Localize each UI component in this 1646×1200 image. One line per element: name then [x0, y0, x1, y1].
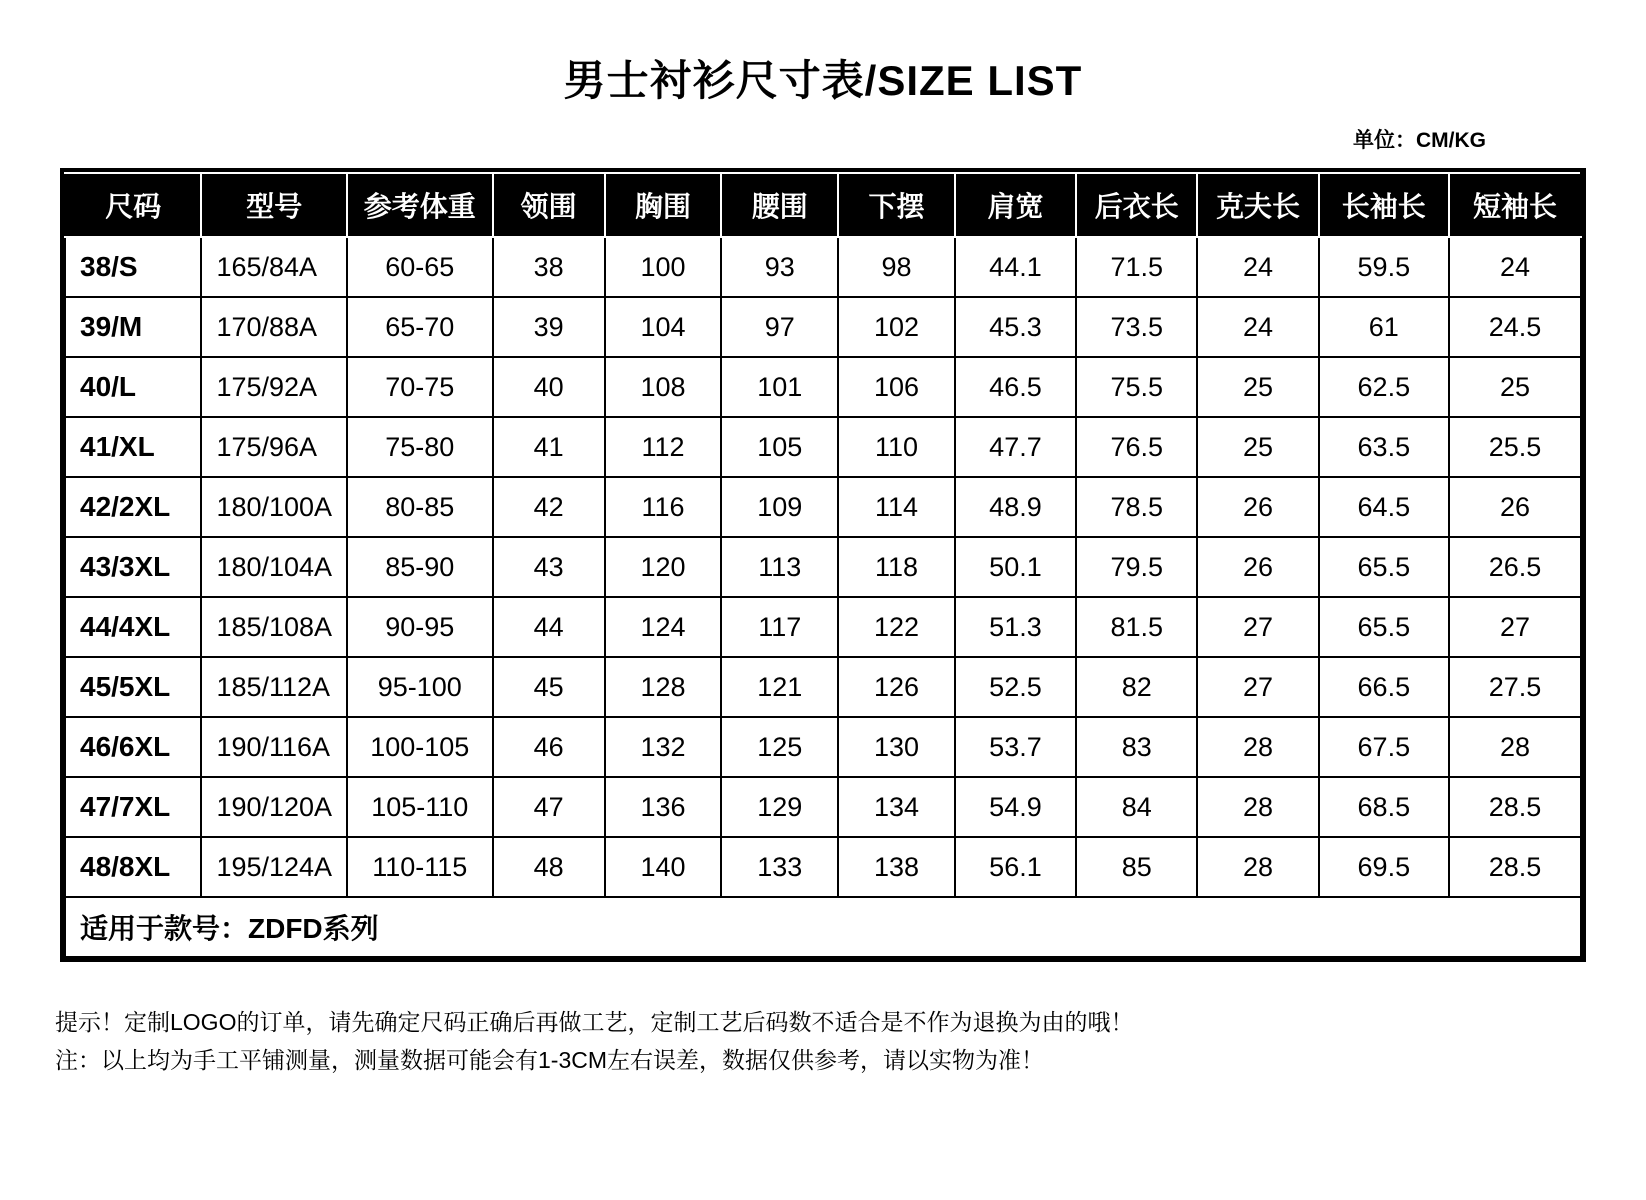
- cell-short-sleeve: 26: [1449, 477, 1581, 537]
- cell-size: 40/L: [65, 357, 201, 417]
- cell-chest: 116: [605, 477, 722, 537]
- cell-shoulder: 45.3: [955, 297, 1076, 357]
- cell-model: 180/104A: [201, 537, 347, 597]
- cell-cuff-length: 28: [1197, 777, 1318, 837]
- cell-waist: 109: [721, 477, 838, 537]
- cell-back-length: 78.5: [1076, 477, 1197, 537]
- cell-collar: 40: [493, 357, 605, 417]
- cell-back-length: 76.5: [1076, 417, 1197, 477]
- cell-shoulder: 46.5: [955, 357, 1076, 417]
- cell-waist: 101: [721, 357, 838, 417]
- cell-short-sleeve: 25: [1449, 357, 1581, 417]
- cell-weight: 85-90: [347, 537, 493, 597]
- cell-size: 45/5XL: [65, 657, 201, 717]
- cell-hem: 118: [838, 537, 955, 597]
- cell-long-sleeve: 64.5: [1319, 477, 1449, 537]
- cell-short-sleeve: 24.5: [1449, 297, 1581, 357]
- cell-collar: 39: [493, 297, 605, 357]
- cell-hem: 122: [838, 597, 955, 657]
- cell-waist: 133: [721, 837, 838, 897]
- column-header-short-sleeve: 短袖长: [1449, 173, 1581, 237]
- cell-chest: 136: [605, 777, 722, 837]
- cell-cuff-length: 25: [1197, 357, 1318, 417]
- cell-waist: 113: [721, 537, 838, 597]
- column-header-collar: 领围: [493, 173, 605, 237]
- cell-short-sleeve: 28: [1449, 717, 1581, 777]
- table-header-row: [65, 173, 1581, 237]
- table-row: [65, 537, 1581, 597]
- cell-back-length: 82: [1076, 657, 1197, 717]
- cell-size: 44/4XL: [65, 597, 201, 657]
- cell-model: 190/120A: [201, 777, 347, 837]
- table-row: [65, 357, 1581, 417]
- cell-long-sleeve: 67.5: [1319, 717, 1449, 777]
- column-header-reference-weight: 参考体重: [347, 173, 493, 237]
- cell-chest: 124: [605, 597, 722, 657]
- cell-collar: 45: [493, 657, 605, 717]
- cell-long-sleeve: 69.5: [1319, 837, 1449, 897]
- table-body: [65, 237, 1581, 957]
- cell-long-sleeve: 65.5: [1319, 597, 1449, 657]
- cell-waist: 125: [721, 717, 838, 777]
- cell-cuff-length: 26: [1197, 477, 1318, 537]
- cell-weight: 65-70: [347, 297, 493, 357]
- cell-weight: 75-80: [347, 417, 493, 477]
- cell-waist: 117: [721, 597, 838, 657]
- table-row: [65, 597, 1581, 657]
- cell-model: 185/112A: [201, 657, 347, 717]
- cell-size: 41/XL: [65, 417, 201, 477]
- cell-collar: 38: [493, 237, 605, 297]
- column-header-size: 尺码: [65, 173, 201, 237]
- cell-shoulder: 51.3: [955, 597, 1076, 657]
- cell-collar: 48: [493, 837, 605, 897]
- size-table: [64, 172, 1582, 958]
- cell-waist: 121: [721, 657, 838, 717]
- column-header-shoulder: 肩宽: [955, 173, 1076, 237]
- cell-waist: 129: [721, 777, 838, 837]
- cell-short-sleeve: 28.5: [1449, 837, 1581, 897]
- cell-model: 175/96A: [201, 417, 347, 477]
- cell-short-sleeve: 28.5: [1449, 777, 1581, 837]
- cell-back-length: 75.5: [1076, 357, 1197, 417]
- cell-collar: 46: [493, 717, 605, 777]
- cell-collar: 41: [493, 417, 605, 477]
- cell-collar: 44: [493, 597, 605, 657]
- cell-chest: 120: [605, 537, 722, 597]
- cell-weight: 80-85: [347, 477, 493, 537]
- cell-weight: 95-100: [347, 657, 493, 717]
- table-header: [65, 173, 1581, 237]
- column-header-model: 型号: [201, 173, 347, 237]
- cell-size: 43/3XL: [65, 537, 201, 597]
- cell-long-sleeve: 62.5: [1319, 357, 1449, 417]
- table-row: [65, 717, 1581, 777]
- cell-short-sleeve: 27: [1449, 597, 1581, 657]
- cell-shoulder: 56.1: [955, 837, 1076, 897]
- cell-cuff-length: 28: [1197, 837, 1318, 897]
- cell-back-length: 84: [1076, 777, 1197, 837]
- cell-collar: 42: [493, 477, 605, 537]
- table-footer-row: [65, 897, 1581, 957]
- unit-label: 单位：CM/KG: [1353, 129, 1486, 153]
- column-header-long-sleeve: 长袖长: [1319, 173, 1449, 237]
- cell-hem: 138: [838, 837, 955, 897]
- cell-size: 48/8XL: [65, 837, 201, 897]
- note-measurement-tolerance: 注：以上均为手工平铺测量，测量数据可能会有1-3CM左右误差，数据仅供参考，请以实物为准！: [55, 1046, 1045, 1073]
- table-row: [65, 237, 1581, 297]
- cell-short-sleeve: 27.5: [1449, 657, 1581, 717]
- cell-back-length: 81.5: [1076, 597, 1197, 657]
- cell-short-sleeve: 25.5: [1449, 417, 1581, 477]
- cell-size: 47/7XL: [65, 777, 201, 837]
- cell-cuff-length: 24: [1197, 237, 1318, 297]
- cell-back-length: 85: [1076, 837, 1197, 897]
- table-row: [65, 477, 1581, 537]
- cell-cuff-length: 27: [1197, 597, 1318, 657]
- cell-shoulder: 50.1: [955, 537, 1076, 597]
- cell-size: 38/S: [65, 237, 201, 297]
- cell-short-sleeve: 24: [1449, 237, 1581, 297]
- cell-cuff-length: 24: [1197, 297, 1318, 357]
- cell-shoulder: 48.9: [955, 477, 1076, 537]
- note-logo-customization: 提示！定制LOGO的订单，请先确定尺码正确后再做工艺，定制工艺后码数不适合是不作为退换为由的哦！: [55, 1009, 1134, 1036]
- cell-weight: 60-65: [347, 237, 493, 297]
- cell-back-length: 71.5: [1076, 237, 1197, 297]
- cell-long-sleeve: 63.5: [1319, 417, 1449, 477]
- cell-cuff-length: 28: [1197, 717, 1318, 777]
- table-row: [65, 297, 1581, 357]
- cell-weight: 70-75: [347, 357, 493, 417]
- cell-chest: 140: [605, 837, 722, 897]
- cell-model: 195/124A: [201, 837, 347, 897]
- column-header-cuff-length: 克夫长: [1197, 173, 1318, 237]
- cell-short-sleeve: 26.5: [1449, 537, 1581, 597]
- column-header-chest: 胸围: [605, 173, 722, 237]
- cell-shoulder: 52.5: [955, 657, 1076, 717]
- cell-waist: 97: [721, 297, 838, 357]
- cell-shoulder: 47.7: [955, 417, 1076, 477]
- cell-back-length: 73.5: [1076, 297, 1197, 357]
- cell-model: 185/108A: [201, 597, 347, 657]
- cell-weight: 110-115: [347, 837, 493, 897]
- cell-waist: 93: [721, 237, 838, 297]
- cell-model: 180/100A: [201, 477, 347, 537]
- cell-chest: 132: [605, 717, 722, 777]
- table-row: [65, 837, 1581, 897]
- cell-hem: 98: [838, 237, 955, 297]
- cell-model: 190/116A: [201, 717, 347, 777]
- cell-cuff-length: 26: [1197, 537, 1318, 597]
- cell-shoulder: 54.9: [955, 777, 1076, 837]
- cell-weight: 105-110: [347, 777, 493, 837]
- cell-long-sleeve: 61: [1319, 297, 1449, 357]
- notes-block: [55, 1004, 1646, 1079]
- cell-model: 170/88A: [201, 297, 347, 357]
- cell-hem: 106: [838, 357, 955, 417]
- cell-long-sleeve: 65.5: [1319, 537, 1449, 597]
- cell-long-sleeve: 66.5: [1319, 657, 1449, 717]
- cell-chest: 100: [605, 237, 722, 297]
- column-header-waist: 腰围: [721, 173, 838, 237]
- cell-hem: 130: [838, 717, 955, 777]
- cell-long-sleeve: 59.5: [1319, 237, 1449, 297]
- cell-size: 42/2XL: [65, 477, 201, 537]
- table-row: [65, 777, 1581, 837]
- cell-back-length: 83: [1076, 717, 1197, 777]
- column-header-back-length: 后衣长: [1076, 173, 1197, 237]
- cell-collar: 43: [493, 537, 605, 597]
- cell-chest: 128: [605, 657, 722, 717]
- table-row: [65, 657, 1581, 717]
- size-table-container: [60, 168, 1586, 962]
- page-title: 男士衬衫尺寸表/SIZE LIST: [563, 57, 1083, 104]
- cell-hem: 110: [838, 417, 955, 477]
- cell-chest: 112: [605, 417, 722, 477]
- cell-chest: 108: [605, 357, 722, 417]
- cell-hem: 126: [838, 657, 955, 717]
- cell-hem: 102: [838, 297, 955, 357]
- cell-weight: 90-95: [347, 597, 493, 657]
- cell-size: 46/6XL: [65, 717, 201, 777]
- cell-cuff-length: 27: [1197, 657, 1318, 717]
- cell-shoulder: 53.7: [955, 717, 1076, 777]
- cell-size: 39/M: [65, 297, 201, 357]
- cell-hem: 134: [838, 777, 955, 837]
- cell-hem: 114: [838, 477, 955, 537]
- cell-back-length: 79.5: [1076, 537, 1197, 597]
- cell-long-sleeve: 68.5: [1319, 777, 1449, 837]
- applicable-style-note: 适用于款号：ZDFD系列: [65, 897, 1581, 957]
- cell-collar: 47: [493, 777, 605, 837]
- cell-shoulder: 44.1: [955, 237, 1076, 297]
- cell-chest: 104: [605, 297, 722, 357]
- table-row: [65, 417, 1581, 477]
- column-header-hem: 下摆: [838, 173, 955, 237]
- cell-waist: 105: [721, 417, 838, 477]
- cell-model: 165/84A: [201, 237, 347, 297]
- cell-cuff-length: 25: [1197, 417, 1318, 477]
- cell-weight: 100-105: [347, 717, 493, 777]
- cell-model: 175/92A: [201, 357, 347, 417]
